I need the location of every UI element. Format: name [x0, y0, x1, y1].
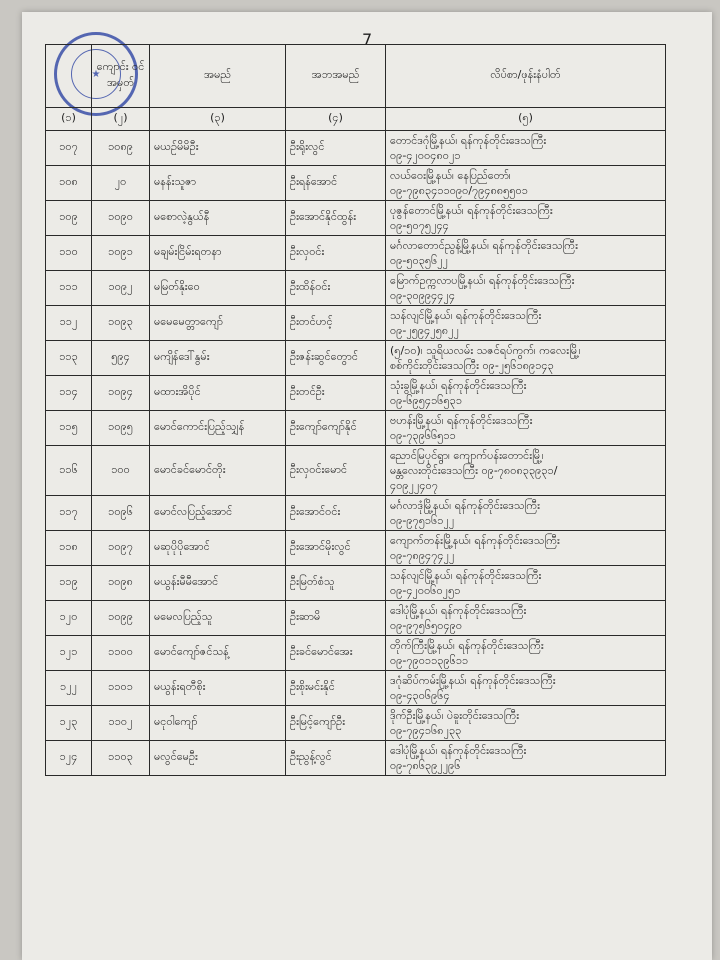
address-line: မြောက်ဥက္ကလာပမြို့နယ်၊ ရန်ကုန်တိုင်းဒေသကြီး — [390, 274, 575, 287]
table-row — [46, 446, 666, 496]
row-number: ၁၀၈ — [46, 166, 92, 201]
address-line: ဒိုက်ဦးမြို့နယ်၊ ပဲခူးတိုင်းဒေသကြီး — [390, 709, 520, 722]
table-row — [46, 341, 666, 376]
address-line: ၀၉-၇၈၆၃၉၂၂၉၆ — [390, 759, 461, 772]
table-row — [46, 201, 666, 236]
father-name: ဦးတင်ဦး — [286, 376, 386, 411]
father-name: ဦးအောင်နိုင်ထွန်း — [286, 201, 386, 236]
registration-number: ၁၀၉၇ — [92, 531, 150, 566]
header-name: အမည် — [150, 45, 286, 108]
address-cell — [386, 166, 666, 201]
address-cell — [386, 496, 666, 531]
registration-number: ၁၀၉၉ — [92, 601, 150, 636]
header-no — [46, 45, 92, 108]
student-name: မယဉ်မိမိဦး — [150, 131, 286, 166]
student-name: မကျိန်ဒေါ်နွမ်း — [150, 341, 286, 376]
address-line: ကျောက်တန်းမြို့နယ်၊ ရန်ကုန်တိုင်းဒေသကြီး — [390, 534, 560, 547]
father-name: ဦးထိန်ဝင်း — [286, 271, 386, 306]
address-line: ၀၉-၂၅၉၄၂၅၈၂၂ — [390, 324, 459, 337]
address-line: မန္တလေးတိုင်းဒေသကြီး ၀၉-၇၈၀၈၃၃၉၃၁/ — [390, 464, 558, 477]
father-name: ဦးတင်ဟင့် — [286, 306, 386, 341]
row-number: ၁၂၂ — [46, 671, 92, 706]
address-line: ၀၉-၃၀၉၉၄၄၂၄ — [390, 289, 456, 302]
table-row — [46, 671, 666, 706]
address-line: သုံးခွမြို့နယ်၊ ရန်ကုန်တိုင်းဒေသကြီး — [390, 379, 527, 392]
father-name: ဦးဆာမိ — [286, 601, 386, 636]
address-line: ၀၉-၇၉၄၁၆၈၂၃၃ — [390, 724, 462, 737]
registration-number: ၁၀၉၀ — [92, 201, 150, 236]
address-line: ၀၉-၅၀၃၅၆၂၂ — [390, 254, 449, 267]
student-name: မမေလပြည့်သူ — [150, 601, 286, 636]
header-address: လိပ်စာ/ဖုန်းနံပါတ် — [386, 45, 666, 108]
table-row — [46, 636, 666, 671]
table-row — [46, 306, 666, 341]
column-index: (၃) — [150, 108, 286, 131]
address-line: ဒေါပုံမြို့နယ်၊ ရန်ကုန်တိုင်းဒေသကြီး — [390, 744, 527, 757]
address-line: ဒဂုံဆိပ်ကမ်းမြို့နယ်၊ ရန်ကုန်တိုင်းဒေသကြီး — [390, 674, 556, 687]
student-name: မနန်းသူဇာ — [150, 166, 286, 201]
father-name: ဦးဇန်းဆွင်တွောင် — [286, 341, 386, 376]
table-row — [46, 411, 666, 446]
student-name: မဆုပိုပိုအောင် — [150, 531, 286, 566]
student-name: မမေမေတ္တာကျော် — [150, 306, 286, 341]
column-index-row — [46, 108, 666, 131]
registration-number: ၁၀၉၆ — [92, 496, 150, 531]
column-index: (၅) — [386, 108, 666, 131]
address-cell — [386, 446, 666, 496]
table-row — [46, 741, 666, 776]
registration-number: ၁၀၉၄ — [92, 376, 150, 411]
row-number: ၁၁၄ — [46, 376, 92, 411]
column-index: (၄) — [286, 108, 386, 131]
address-cell — [386, 376, 666, 411]
row-number: ၁၁၁ — [46, 271, 92, 306]
student-name: မချမ်းငြိမ်းရတနာ — [150, 236, 286, 271]
address-line: ညောင်မြပုင်ရွာ၊ ကျောက်ပန်းတောင်းမြို့၊ — [390, 449, 544, 462]
row-number: ၁၁၀ — [46, 236, 92, 271]
address-line: တောင်ဒဂုံမြို့နယ်၊ ရန်ကုန်တိုင်းဒေသကြီး — [390, 134, 547, 147]
table-row — [46, 566, 666, 601]
header-reg-no: ကျောင်း ဝင် အမှတ် — [92, 45, 150, 108]
header-row — [46, 45, 666, 108]
address-line: ၀၉-၇၉၀၁၁၃၉၆၁၁ — [390, 654, 469, 667]
address-cell — [386, 306, 666, 341]
table-row — [46, 131, 666, 166]
student-table — [45, 44, 666, 776]
student-name: မောင်ကျော်ဇင်သန့် — [150, 636, 286, 671]
student-name: မငုဝါကျော် — [150, 706, 286, 741]
father-name: ဦးမြင့်ကျော်ဦး — [286, 706, 386, 741]
address-line: ၀၉-၇၃၉၆၆၅၁၁ — [390, 429, 456, 442]
row-number: ၁၁၉ — [46, 566, 92, 601]
father-name: ဦးရန်အောင် — [286, 166, 386, 201]
registration-number: ၁၁၀၂ — [92, 706, 150, 741]
father-name: ဦးအောင်ဝင်း — [286, 496, 386, 531]
address-line: မင်္ဂလာဒုံမြို့နယ်၊ ရန်ကုန်တိုင်းဒေသကြီး — [390, 499, 540, 512]
address-line: (၅/၁၀)၊ သူရိယလမ်း သဇင်ရပ်ကွက်၊ ကလေးမြို့၊ — [390, 344, 581, 357]
address-line: သန်လျင်မြို့နယ်၊ ရန်ကုန်တိုင်းဒေသကြီး — [390, 569, 542, 582]
address-cell — [386, 601, 666, 636]
address-cell — [386, 531, 666, 566]
student-name: မောင်ကောင်းပြည့်သျှန် — [150, 411, 286, 446]
registration-number: ၁၁၀၃ — [92, 741, 150, 776]
father-name: ဦးလှဝင်းမောင် — [286, 446, 386, 496]
student-name: မောင်လပြည့်အောင် — [150, 496, 286, 531]
address-line: ဒေါပုံမြို့နယ်၊ ရန်ကုန်တိုင်းဒေသကြီး — [390, 604, 527, 617]
registration-number: ၁၁၀၀ — [92, 636, 150, 671]
registration-number: ၁၀၉၃ — [92, 306, 150, 341]
student-name: မယွန်းမီမီအောင် — [150, 566, 286, 601]
address-line: လယ်ဝေးမြို့နယ်၊ နေပြည်တော်၊ — [390, 169, 511, 182]
header-father-name: အဘအမည် — [286, 45, 386, 108]
father-name: ဦးကျော်ကျော်နိုင် — [286, 411, 386, 446]
registration-number: ၁၀၈၉ — [92, 131, 150, 166]
father-name: ဦးစိုးမင်းနိုင် — [286, 671, 386, 706]
student-name: မစောလဲ့နွယ်နီ — [150, 201, 286, 236]
address-line: ၀၉-၄၂၀၀၆၀၂၅၁ — [390, 584, 461, 597]
row-number: ၁၁၇ — [46, 496, 92, 531]
address-line: ပုဇွန်တောင်မြို့နယ်၊ ရန်ကုန်တိုင်းဒေသကြီး — [390, 204, 553, 217]
address-cell — [386, 271, 666, 306]
seal-inner: ★ — [71, 49, 121, 99]
table-row — [46, 166, 666, 201]
registration-number: ၅၉၄ — [92, 341, 150, 376]
table-row — [46, 496, 666, 531]
address-line: ၀၉-၅၀၇၅၂၄၄ — [390, 219, 449, 232]
student-name: မယွန်းရတီစိုး — [150, 671, 286, 706]
father-name: ဦးလှဝင်း — [286, 236, 386, 271]
row-number: ၁၂၃ — [46, 706, 92, 741]
address-line: ၀၉-၉၇၅၆၅၀၄၉၀ — [390, 619, 463, 632]
registration-number: ၂၀ — [92, 166, 150, 201]
row-number: ၁၂၀ — [46, 601, 92, 636]
registration-number: ၁၀၉၁ — [92, 236, 150, 271]
column-index: (၂) — [92, 108, 150, 131]
student-name: မောင်ခင်မောင်တိုး — [150, 446, 286, 496]
registration-number: ၁၀၉၂ — [92, 271, 150, 306]
column-index: (၁) — [46, 108, 92, 131]
table-row — [46, 376, 666, 411]
address-line: စစ်ကိုင်းတိုင်းဒေသကြီး ၀၉-၂၅၆၁၈၉၁၄၃ — [390, 359, 554, 372]
table-row — [46, 271, 666, 306]
row-number: ၁၁၈ — [46, 531, 92, 566]
father-name: ဦးအောင်မိုးလွင် — [286, 531, 386, 566]
father-name: ဦးညွန့်လွင် — [286, 741, 386, 776]
row-number: ၁၂၄ — [46, 741, 92, 776]
address-line: ၀၉-၇၉၈၃၄၁၁၀၉၀/၇၉၄၈၈၅၅၀၁ — [390, 184, 528, 197]
father-name: ဦးရိုးလွင် — [286, 131, 386, 166]
address-cell — [386, 706, 666, 741]
row-number: ၁၁၆ — [46, 446, 92, 496]
father-name: ဦးခင်မောင်အေး — [286, 636, 386, 671]
table-row — [46, 531, 666, 566]
address-line: ၀၉-၇၈၉၄၇၄၂၂ — [390, 549, 455, 562]
address-line: ၄၀၉၂၂၄၀၇ — [390, 479, 438, 492]
address-cell — [386, 236, 666, 271]
address-cell — [386, 636, 666, 671]
row-number: ၁၂၁ — [46, 636, 92, 671]
address-cell — [386, 341, 666, 376]
row-number: ၁၁၂ — [46, 306, 92, 341]
address-cell — [386, 411, 666, 446]
address-cell — [386, 741, 666, 776]
address-cell — [386, 671, 666, 706]
address-cell — [386, 566, 666, 601]
address-line: ၀၉-၄၃၀၆၉၆၄ — [390, 689, 450, 702]
father-name: ဦးမြတ်စံသူ — [286, 566, 386, 601]
address-line: ဗဟန်းမြို့နယ်၊ ရန်ကုန်တိုင်းဒေသကြီး — [390, 414, 533, 427]
student-name: မလွင်မေဦး — [150, 741, 286, 776]
address-line: သန်လျင်မြို့နယ်၊ ရန်ကုန်တိုင်းဒေသကြီး — [390, 309, 542, 322]
address-cell — [386, 201, 666, 236]
row-number: ၁၁၅ — [46, 411, 92, 446]
registration-number: ၁၀၀ — [92, 446, 150, 496]
table-row — [46, 706, 666, 741]
address-cell — [386, 131, 666, 166]
address-line: ၀၉-၆၉၅၄၁၆၅၃၁ — [390, 394, 463, 407]
table-row — [46, 236, 666, 271]
student-name: မထားအိပိုင် — [150, 376, 286, 411]
address-line: ၀၉-၄၂၀၀၄၈၀၂၁ — [390, 149, 461, 162]
registration-number: ၁၀၉၈ — [92, 566, 150, 601]
student-name: မမြတ်နိုးဝေ — [150, 271, 286, 306]
row-number: ၁၁၃ — [46, 341, 92, 376]
table-row — [46, 601, 666, 636]
address-line: မင်္ဂလာတောင်ညွန့်မြို့နယ်၊ ရန်ကုန်တိုင်းဒေသကြီး — [390, 239, 578, 252]
row-number: ၁၀၇ — [46, 131, 92, 166]
page-number: 7 — [362, 30, 373, 49]
address-line: တိုက်ကြီးမြို့နယ်၊ ရန်ကုန်တိုင်းဒေသကြီး — [390, 639, 544, 652]
registration-number: ၁၀၉၅ — [92, 411, 150, 446]
row-number: ၁၀၉ — [46, 201, 92, 236]
address-line: ၀၉-၉၇၅၁၆၁၂၂ — [390, 514, 455, 527]
registration-number: ၁၁၀၁ — [92, 671, 150, 706]
